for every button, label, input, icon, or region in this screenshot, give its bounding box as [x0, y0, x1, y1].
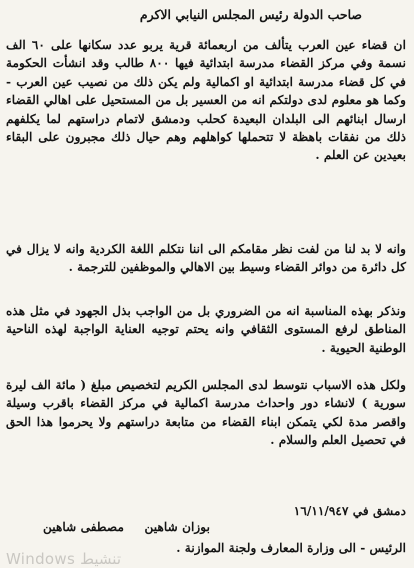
- referral-note: الرئيس - الى وزارة المعارف ولجنة الموازنة .: [176, 541, 406, 555]
- paragraph-3: ونذكر بهذه المناسبة انه من الضروري بل من الواجب بذل الجهود في مثل هذه المناطق لرفع المستوى الثقافي وانه يحتم توجيه العناية الواجبة لهذه الناحية الوطنية الحيوية .: [6, 304, 406, 355]
- paragraph-1: ان قضاء عين العرب يتألف من اربعمائة قرية يربو عدد سكانها على ٦٠ الف نسمة وفي مركز القضاء مدرسة ابتدائية فيها ٨٠٠ طالب وقد انشأت الحكومة في كل قضاء مدرسة ابتدائية او اكمالية ولم يكن ذلك من نصيب عين العرب - وكما هو معلوم لدى دولتكم انه من العسير بل من المستحيل على اهالي القضاء ارسال ابنائهم الى البلدان البعيدة كحلب ودمشق لاتمام دراستهم لما يكلفهم ذلك من نفقات باهظة لا تتحملها كواهلهم وهم حيال ذلك مجبرون على البقاء بعيدين عن العلم .: [6, 38, 406, 163]
- windows-activation-watermark: Windows تنشيط: [6, 550, 121, 568]
- signature-buzan-shahin: بوزان شاهين: [144, 520, 210, 534]
- paragraph-4: ولكل هذه الاسباب نتوسط لدى المجلس الكريم لتخصيص مبلغ ( مائة الف ليرة سورية ) لانشاء دور واحداث مدرسة اكمالية في مركز القضاء باقرب وسيلة واقصر مدة لكي يتمكن ابناء القضاء من متابعة دراستهم ولا يحرموا هذا الحق في تحصيل العلم والسلام .: [6, 378, 406, 448]
- paragraph-2: وانه لا بد لنا من لفت نظر مقامكم الى اننا نتكلم اللغة الكردية وانه لا يزال في كل دائرة من دوائر القضاء وسيط بين الاهالي والموظفين للترجمة .: [6, 242, 406, 275]
- letter-salutation: صاحب الدولة رئيس المجلس النيابي الاكرم: [139, 7, 362, 22]
- date-line: دمشق في ١٦/١١/٩٤٧: [293, 504, 406, 518]
- signature-mustafa-shahin: مصطفى شاهين: [43, 520, 124, 534]
